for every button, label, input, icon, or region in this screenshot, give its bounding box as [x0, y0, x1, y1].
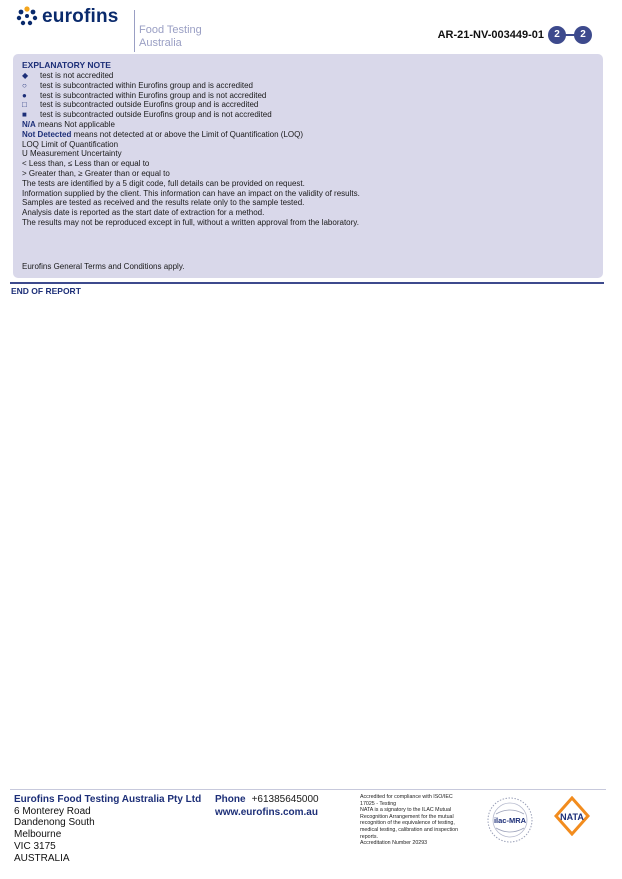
nata-label: NATA	[560, 812, 584, 822]
logo-divider	[134, 10, 135, 52]
accreditation-text	[360, 794, 482, 847]
accred-line: NATA is a signatory to the ILAC Mutual	[360, 807, 452, 814]
accred-line: reports.	[360, 833, 378, 840]
page-indicator	[548, 26, 594, 44]
terms-text: Eurofins General Terms and Conditions apply.	[22, 262, 185, 271]
explanatory-title: EXPLANATORY NOTE	[22, 60, 111, 70]
note-line: Samples are tested as received and the results relate only to the sample tested.	[22, 198, 305, 208]
note-line: LOQ Limit of Quantification	[22, 139, 119, 149]
na-definition	[22, 120, 360, 130]
ilac-mra-logo-icon	[486, 796, 534, 844]
subtitle-line2: Australia	[139, 37, 182, 49]
filled-square-icon: ■	[22, 110, 27, 120]
footer-divider	[10, 789, 606, 790]
symbol-row	[22, 100, 360, 110]
na-text: means Not applicable	[35, 119, 115, 129]
nd-definition	[22, 130, 360, 140]
na-term: N/A	[22, 119, 36, 129]
symbol-row	[22, 91, 360, 101]
section-divider	[10, 282, 604, 284]
nata-logo-icon	[554, 796, 590, 836]
subtitle-line1: Food Testing	[139, 24, 202, 36]
phone-number: +61385645000	[251, 794, 319, 805]
phone-row	[215, 794, 319, 807]
company-name: Eurofins Food Testing Australia Pty Ltd	[14, 794, 202, 805]
phone-label: Phone	[215, 794, 246, 805]
accred-line: medical testing, calibration and inspection	[360, 826, 459, 833]
eurofins-dots-icon	[16, 6, 38, 28]
nd-term: Not Detected	[22, 129, 72, 139]
accred-line: Accreditation Number 20293	[360, 840, 428, 847]
filled-diamond-icon: ◆	[22, 71, 29, 80]
ilac-label: ilac-MRA	[493, 816, 527, 825]
note-line: U Measurement Uncertainty	[22, 149, 122, 159]
accred-line: recognition of the equivalence of testing,	[360, 820, 455, 827]
contact-info	[215, 794, 319, 819]
accred-line: Accredited for compliance with ISO/IEC	[360, 794, 453, 800]
report-id: AR-21-NV-003449-01	[437, 29, 544, 41]
accred-line: 17025 - Testing	[360, 800, 397, 807]
explanatory-notes	[22, 71, 360, 228]
website-link[interactable]: www.eurofins.com.au	[215, 806, 318, 818]
note-line: The results may not be reproduced except in full, without a written approval from the laboratory.	[22, 217, 359, 227]
company-address	[14, 794, 201, 864]
note-line: < Less than, ≤ Less than or equal to	[22, 159, 150, 169]
note-line: Analysis date is reported as the start date of extraction for a method.	[22, 208, 265, 218]
symbol-row	[22, 81, 360, 91]
page-total: 2	[574, 26, 592, 44]
nd-text: means not detected at or above the Limit of Quantification (LOQ)	[71, 129, 304, 139]
header-subtitle	[139, 24, 202, 50]
note-line: Information supplied by the client. This information can have an impact on the validity of results.	[22, 188, 360, 198]
note-line: The tests are identified by a 5 digit code, full details can be provided on request.	[22, 178, 305, 188]
address-line: AUSTRALIA	[14, 852, 70, 864]
address-line: VIC 3175	[14, 840, 56, 852]
note-line: > Greater than, ≥ Greater than or equal to	[22, 168, 170, 178]
symbol-row	[22, 110, 360, 120]
symbol-text: test is subcontracted outside Eurofins group and is accredited	[40, 100, 259, 110]
symbol-row	[22, 71, 360, 81]
logo-wordmark: eurofins	[42, 6, 119, 27]
eurofins-logo	[16, 6, 119, 28]
end-of-report: END OF REPORT	[11, 286, 81, 296]
address-line: Dandenong South	[14, 817, 95, 829]
filled-circle-icon: ●	[22, 90, 27, 100]
address-line: Melbourne	[14, 829, 62, 841]
open-square-icon: □	[22, 100, 27, 110]
accred-line: Recognition Arrangement for the mutual	[360, 813, 454, 820]
address-line: 6 Monterey Road	[14, 805, 91, 817]
symbol-text: test is not accredited	[40, 71, 114, 80]
page-current: 2	[548, 26, 566, 44]
open-circle-icon: ○	[22, 80, 27, 90]
symbol-text: test is subcontracted outside Eurofins group and is not accredited	[40, 110, 272, 120]
symbol-text: test is subcontracted within Eurofins group and is not accredited	[40, 90, 267, 100]
symbol-text: test is subcontracted within Eurofins group and is accredited	[40, 80, 254, 90]
